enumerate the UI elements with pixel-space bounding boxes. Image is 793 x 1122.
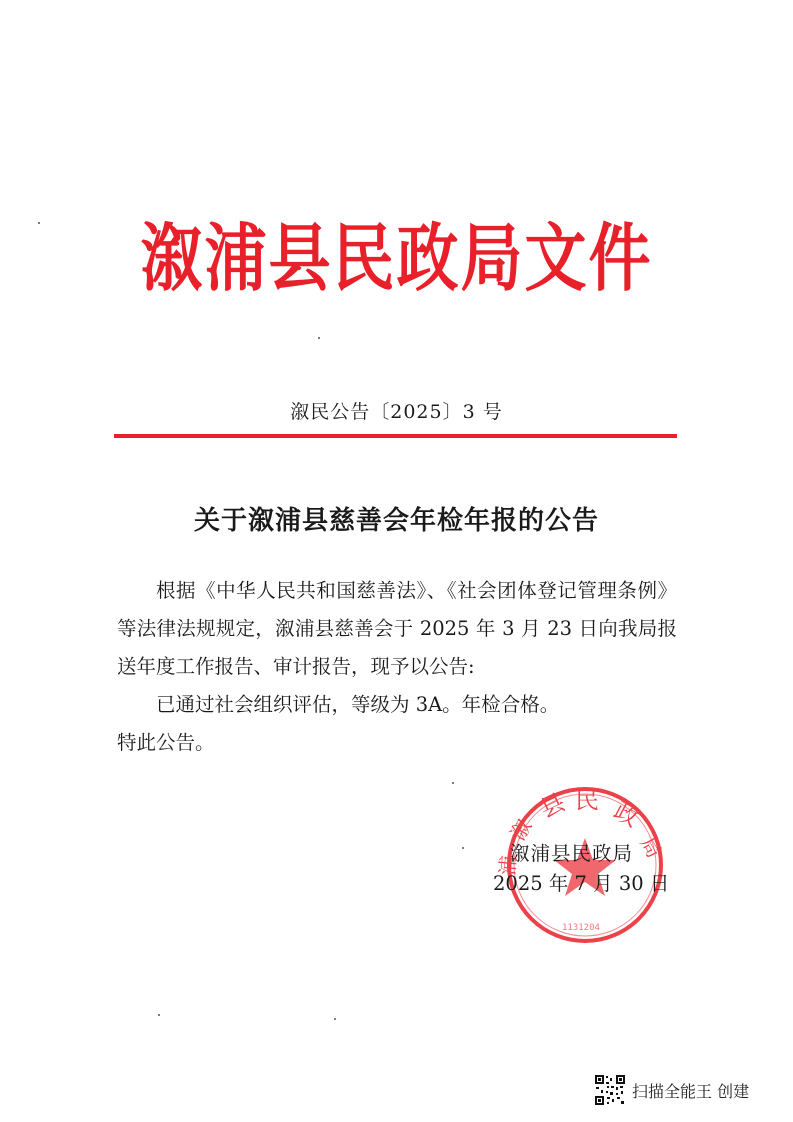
- scan-speck: [38, 222, 40, 224]
- scanner-watermark-label: 扫描全能王 创建: [632, 1081, 750, 1101]
- svg-text:局: 局: [635, 832, 667, 862]
- signing-date: 2025 年 7 月 30 日: [493, 872, 670, 895]
- scanner-watermark: [594, 1073, 749, 1107]
- svg-text:民: 民: [575, 786, 599, 814]
- scan-speck: [318, 337, 320, 339]
- notice-title: 关于溆浦县慈善会年检年报的公告: [193, 506, 599, 536]
- svg-text:1131204: 1131204: [562, 923, 600, 933]
- scan-speck: [462, 847, 464, 849]
- svg-text:县: 县: [535, 787, 570, 824]
- qr-code-icon: [594, 1074, 626, 1106]
- document-number: 溆民公告〔2025〕3 号: [290, 401, 503, 423]
- scan-speck: [452, 782, 454, 784]
- body-paragraph-2: 已通过社会组织评估，等级为 3A。年检合格。: [156, 693, 560, 716]
- svg-text:政: 政: [609, 796, 644, 833]
- scan-speck: [158, 1014, 160, 1016]
- header-divider: [114, 434, 677, 438]
- notice-body: [117, 572, 677, 762]
- scan-speck: [334, 1018, 336, 1020]
- body-paragraph-1: 根据《中华人民共和国慈善法》、《社会团体登记管理条例》等法律法规规定，溆浦县慈善会于 2025 年 3 月 23 日向我局报送年度工作报告、审计报告，现予以公告:: [117, 579, 677, 678]
- svg-text:溆: 溆: [505, 815, 537, 845]
- signing-organization: 溆浦县民政局: [510, 842, 634, 865]
- document-header-title: 溆浦县民政局文件: [140, 214, 653, 302]
- svg-text:浦: 浦: [495, 854, 521, 877]
- body-paragraph-3: 特此公告。: [117, 731, 215, 754]
